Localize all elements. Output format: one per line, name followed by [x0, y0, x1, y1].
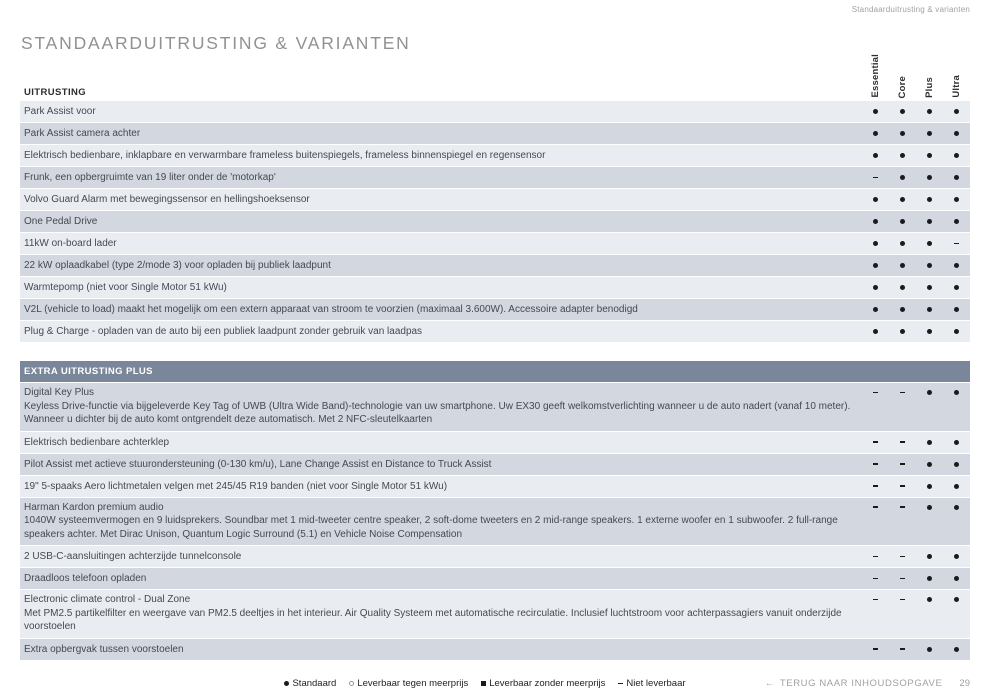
standard-dot-mark — [943, 211, 970, 232]
row-title: Draadloos telefoon opladen — [24, 573, 147, 584]
column-label-text: Plus — [924, 77, 935, 98]
row-availability-marks — [862, 590, 970, 609]
dot-icon — [927, 390, 932, 395]
row-text — [20, 454, 862, 475]
dot-icon — [954, 131, 959, 136]
row-availability-marks — [862, 299, 970, 320]
standard-dot-mark — [889, 277, 916, 298]
dot-icon — [954, 554, 959, 559]
standard-dot-mark — [916, 476, 943, 497]
dash-icon — [900, 485, 905, 487]
table-row — [20, 568, 970, 589]
dot-icon — [900, 285, 905, 290]
dot-icon — [954, 109, 959, 114]
table-row — [20, 123, 970, 144]
dot-icon — [927, 440, 932, 445]
row-availability-marks — [862, 432, 970, 453]
dash-icon — [900, 648, 905, 650]
dot-icon — [927, 263, 932, 268]
row-text — [20, 189, 862, 210]
column-label-core — [889, 76, 916, 98]
back-link-label: TERUG NAAR INHOUDSOPGAVE — [779, 678, 943, 689]
row-availability-marks — [862, 255, 970, 276]
dot-icon — [927, 131, 932, 136]
dot-icon — [927, 505, 932, 510]
dot-icon — [927, 285, 932, 290]
row-availability-marks — [862, 123, 970, 144]
legend-item — [618, 678, 685, 689]
table-row — [20, 383, 970, 431]
row-availability-marks — [862, 321, 970, 342]
row-text — [20, 432, 862, 453]
row-title: Park Assist voor — [24, 106, 96, 117]
table-row — [20, 590, 970, 638]
row-text — [20, 255, 862, 276]
dash-icon — [873, 441, 878, 443]
standard-dot-mark — [889, 123, 916, 144]
dot-icon — [954, 153, 959, 158]
standard-dot-mark — [916, 299, 943, 320]
table-row — [20, 476, 970, 497]
standard-dot-mark — [862, 277, 889, 298]
dash-icon — [900, 578, 905, 580]
legend-item — [481, 678, 605, 689]
row-availability-marks — [862, 383, 970, 402]
row-text — [20, 299, 862, 320]
dot-icon — [954, 263, 959, 268]
standard-dot-mark — [943, 101, 970, 122]
standard-dot-mark — [889, 101, 916, 122]
row-availability-marks — [862, 101, 970, 122]
back-to-toc-link[interactable] — [765, 678, 970, 689]
dot-icon — [900, 131, 905, 136]
standard-dot-mark — [862, 321, 889, 342]
standard-dot-mark — [889, 189, 916, 210]
dash-icon — [954, 243, 959, 245]
dot-icon — [900, 175, 905, 180]
running-header: Standaarduitrusting & varianten — [851, 5, 970, 14]
not-available-dash-mark — [889, 568, 916, 589]
standard-dot-mark — [916, 167, 943, 188]
standard-equipment-section — [20, 101, 970, 342]
standard-dot-mark — [943, 145, 970, 166]
not-available-dash-mark — [862, 590, 889, 609]
row-title: 19" 5-spaaks Aero lichtmetalen velgen met 245/45 R19 banden (niet voor Single Motor 51 kWu) — [24, 480, 448, 492]
dot-icon — [954, 390, 959, 395]
standard-dot-mark — [862, 211, 889, 232]
column-label-plus — [916, 77, 943, 98]
dot-icon — [873, 131, 878, 136]
table-row — [20, 167, 970, 188]
dash-icon — [873, 485, 878, 487]
standard-dot-mark — [916, 498, 943, 517]
table-row — [20, 546, 970, 567]
dot-icon — [900, 109, 905, 114]
standard-dot-mark — [862, 189, 889, 210]
dash-icon — [618, 683, 623, 685]
standard-dot-mark — [943, 255, 970, 276]
dot-icon — [954, 505, 959, 510]
table-row — [20, 639, 970, 660]
dot-icon — [927, 597, 932, 602]
table-row — [20, 432, 970, 453]
row-description: Met PM2.5 partikelfilter en weergave van PM2.5 deeltjes in het interieur. Air Quality Systeem met automatische recirculatie. Inclusief luchtstroom voor achterpassagiers vanuit onderzijde voorstoelen — [24, 607, 842, 632]
not-available-dash-mark — [889, 383, 916, 402]
standard-dot-mark — [889, 255, 916, 276]
standard-dot-mark — [889, 299, 916, 320]
dot-icon — [927, 307, 932, 312]
row-availability-marks — [862, 167, 970, 188]
dot-icon — [954, 647, 959, 652]
dot-icon — [954, 285, 959, 290]
standard-dot-mark — [943, 546, 970, 567]
row-availability-marks — [862, 498, 970, 517]
dot-icon — [927, 554, 932, 559]
dot-icon — [927, 153, 932, 158]
dot-icon — [900, 241, 905, 246]
standard-dot-mark — [943, 639, 970, 660]
not-available-dash-mark — [889, 476, 916, 497]
dash-icon — [873, 578, 878, 580]
table-row — [20, 233, 970, 254]
standard-dot-mark — [943, 189, 970, 210]
standard-dot-mark — [943, 568, 970, 589]
dot-icon — [927, 462, 932, 467]
row-title: Warmtepomp (niet voor Single Motor 51 kWu) — [24, 282, 227, 293]
dot-icon — [873, 307, 878, 312]
dot-icon — [954, 597, 959, 602]
dot-icon — [900, 197, 905, 202]
standard-dot-mark — [889, 321, 916, 342]
standard-dot-mark — [916, 546, 943, 567]
not-available-dash-mark — [862, 639, 889, 660]
standard-dot-mark — [916, 454, 943, 475]
dot-icon — [954, 197, 959, 202]
dot-icon — [900, 263, 905, 268]
table-row — [20, 255, 970, 276]
dash-icon — [873, 392, 878, 394]
dot-icon — [927, 576, 932, 581]
row-title: V2L (vehicle to load) maakt het mogelijk om een extern apparaat van stroom te voorzien (maximaal 3.600W). Accessoire adapter benodigd — [24, 304, 638, 315]
standard-dot-mark — [943, 432, 970, 453]
standard-dot-mark — [916, 277, 943, 298]
standard-dot-mark — [862, 101, 889, 122]
standard-dot-mark — [889, 145, 916, 166]
column-label-text: Essential — [870, 54, 881, 98]
dash-icon — [900, 556, 905, 558]
standard-dot-mark — [916, 590, 943, 609]
column-label-text: Core — [897, 75, 908, 98]
dot-icon — [954, 219, 959, 224]
row-title: Digital Key Plus — [24, 387, 95, 398]
dot-icon — [954, 462, 959, 467]
standard-dot-mark — [916, 568, 943, 589]
standard-dot-mark — [862, 123, 889, 144]
row-text — [20, 233, 862, 254]
standard-dot-mark — [943, 476, 970, 497]
page-title: STANDAARDUITRUSTING & VARIANTEN — [21, 33, 411, 53]
not-available-dash-mark — [889, 454, 916, 475]
dot-icon — [954, 576, 959, 581]
standard-dot-mark — [943, 321, 970, 342]
standard-dot-mark — [862, 233, 889, 254]
row-text — [20, 145, 862, 166]
row-text — [20, 546, 862, 567]
column-label-essential — [862, 54, 889, 98]
not-available-dash-mark — [862, 546, 889, 567]
row-availability-marks — [862, 454, 970, 475]
dash-icon — [873, 506, 878, 508]
row-title: Elektrisch bedienbare achterklep — [24, 436, 170, 448]
dot-icon — [284, 681, 289, 686]
legend-item — [349, 678, 468, 689]
row-availability-marks — [862, 476, 970, 497]
footer — [0, 678, 970, 692]
table-head — [20, 55, 970, 101]
standard-dot-mark — [916, 211, 943, 232]
circle-icon — [349, 681, 354, 686]
row-title: Electronic climate control - Dual Zone — [24, 594, 191, 605]
row-text — [20, 123, 862, 144]
dash-icon — [873, 556, 878, 558]
row-text — [20, 476, 862, 497]
row-availability-marks — [862, 211, 970, 232]
standard-dot-mark — [943, 167, 970, 188]
equipment-table — [20, 55, 970, 661]
dot-icon — [873, 153, 878, 158]
table-row — [20, 299, 970, 320]
standard-dot-mark — [916, 101, 943, 122]
row-description: 1040W systeemvermogen en 9 luidsprekers. Soundbar met 1 mid-tweeter centre speaker, 2 soft-dome tweeters en 2 mid-range speakers. 1 externe woofer en 1 subwoofer. 2 full-range speakers achter. Met Dirac Unison, Quantum Logic Surround (5.1) en Vehicle Noise Compensation — [24, 515, 838, 540]
row-title: Plug & Charge - opladen van de auto bij een publiek laadpunt zonder gebruik van laadpas — [24, 326, 423, 337]
not-available-dash-mark — [862, 454, 889, 475]
dot-icon — [927, 109, 932, 114]
table-row — [20, 498, 970, 546]
column-label-text: Ultra — [951, 75, 962, 98]
standard-dot-mark — [916, 145, 943, 166]
row-title: 22 kW oplaadkabel (type 2/mode 3) voor opladen bij publiek laadpunt — [24, 260, 331, 271]
standard-dot-mark — [943, 454, 970, 475]
table-row — [20, 211, 970, 232]
section-header: EXTRA UITRUSTING PLUS — [20, 361, 970, 382]
not-available-dash-mark — [889, 590, 916, 609]
table-row — [20, 145, 970, 166]
row-availability-marks — [862, 568, 970, 589]
standard-dot-mark — [943, 498, 970, 517]
dash-icon — [900, 506, 905, 508]
dash-icon — [900, 392, 905, 394]
row-title: One Pedal Drive — [24, 216, 98, 227]
row-text — [20, 211, 862, 232]
table-row — [20, 101, 970, 122]
row-title: Elektrisch bedienbare, inklapbare en verwarmbare frameless buitenspiegels, frameless binnenspiegel en regensensor — [24, 150, 546, 161]
dot-icon — [927, 647, 932, 652]
dot-icon — [873, 197, 878, 202]
legend-item — [284, 678, 336, 689]
standard-dot-mark — [916, 189, 943, 210]
standard-dot-mark — [916, 432, 943, 453]
dash-icon — [873, 463, 878, 465]
row-availability-marks — [862, 189, 970, 210]
standard-dot-mark — [862, 255, 889, 276]
dot-icon — [873, 109, 878, 114]
dot-icon — [873, 219, 878, 224]
not-available-dash-mark — [943, 233, 970, 254]
table-row — [20, 321, 970, 342]
standard-dot-mark — [916, 639, 943, 660]
dot-icon — [954, 307, 959, 312]
row-text — [20, 498, 862, 546]
row-text — [20, 383, 862, 431]
standard-dot-mark — [943, 277, 970, 298]
table-row — [20, 277, 970, 298]
left-arrow-icon: ← — [764, 678, 775, 689]
dot-icon — [954, 484, 959, 489]
dot-icon — [873, 263, 878, 268]
not-available-dash-mark — [862, 167, 889, 188]
row-title: Park Assist camera achter — [24, 128, 141, 139]
dash-icon — [873, 599, 878, 601]
standard-dot-mark — [916, 383, 943, 402]
not-available-dash-mark — [889, 639, 916, 660]
standard-dot-mark — [862, 299, 889, 320]
row-description: Keyless Drive-functie via bijgeleverde Key Tag of UWB (Ultra Wide Band)-technologie van uw smartphone. Uw EX30 geeft welkomstverlichting wanneer u de auto nadert (vanaf 10 meter). Wanneer u dichter bij de auto komt ontgrendelt deze automatisch. Met 2 NFC-sleutelkaarten — [24, 400, 851, 425]
standard-dot-mark — [889, 167, 916, 188]
row-text — [20, 590, 862, 638]
standard-dot-mark — [916, 321, 943, 342]
row-text — [20, 101, 862, 122]
legend-label: Standaard — [292, 678, 337, 689]
row-availability-marks — [862, 277, 970, 298]
dot-icon — [927, 329, 932, 334]
table-row — [20, 189, 970, 210]
dot-icon — [900, 307, 905, 312]
not-available-dash-mark — [862, 568, 889, 589]
standard-dot-mark — [943, 590, 970, 609]
row-title: Frunk, een opbergruimte van 19 liter onder de 'motorkap' — [24, 172, 276, 183]
not-available-dash-mark — [862, 383, 889, 402]
row-availability-marks — [862, 639, 970, 660]
dash-icon — [873, 648, 878, 650]
standard-dot-mark — [916, 123, 943, 144]
square-icon — [481, 681, 486, 686]
standard-dot-mark — [916, 233, 943, 254]
dot-icon — [927, 197, 932, 202]
row-title: Harman Kardon premium audio — [24, 501, 164, 513]
standard-dot-mark — [889, 211, 916, 232]
dot-icon — [927, 241, 932, 246]
row-title: 11kW on-board lader — [24, 238, 117, 249]
extra-equipment-rows — [20, 383, 970, 660]
not-available-dash-mark — [862, 476, 889, 497]
standard-dot-mark — [943, 383, 970, 402]
dash-icon — [900, 599, 905, 601]
not-available-dash-mark — [889, 546, 916, 567]
dash-icon — [900, 441, 905, 443]
page-number: 29 — [959, 678, 970, 689]
dot-icon — [927, 175, 932, 180]
row-text — [20, 639, 862, 660]
dot-icon — [900, 219, 905, 224]
row-text — [20, 277, 862, 298]
dot-icon — [954, 329, 959, 334]
standard-dot-mark — [943, 123, 970, 144]
legend-label: Leverbaar tegen meerprijs — [357, 678, 469, 689]
trim-column-labels — [862, 54, 970, 98]
dot-icon — [954, 440, 959, 445]
table-heading: UITRUSTING — [24, 87, 87, 98]
row-availability-marks — [862, 546, 970, 567]
column-label-ultra — [943, 75, 970, 98]
standard-dot-mark — [862, 145, 889, 166]
row-text — [20, 167, 862, 188]
not-available-dash-mark — [889, 498, 916, 517]
not-available-dash-mark — [862, 432, 889, 453]
row-title: 2 USB-C-aansluitingen achterzijde tunnelconsole — [24, 551, 242, 562]
dot-icon — [927, 484, 932, 489]
dot-icon — [900, 329, 905, 334]
row-availability-marks — [862, 233, 970, 254]
dot-icon — [873, 285, 878, 290]
extra-equipment-plus-section — [20, 361, 970, 660]
dash-icon — [900, 463, 905, 465]
standard-dot-mark — [916, 255, 943, 276]
row-title: Volvo Guard Alarm met bewegingssensor en hellingshoeksensor — [24, 194, 310, 205]
not-available-dash-mark — [862, 498, 889, 517]
legend-label: Niet leverbaar — [626, 678, 686, 689]
legend-label: Leverbaar zonder meerprijs — [489, 678, 606, 689]
row-title: Pilot Assist met actieve stuurondersteuning (0-130 km/u), Lane Change Assist en Distance to Truck Assist — [24, 458, 492, 470]
standard-dot-mark — [943, 299, 970, 320]
row-availability-marks — [862, 145, 970, 166]
row-text — [20, 321, 862, 342]
row-text — [20, 568, 862, 589]
row-title: Extra opbergvak tussen voorstoelen — [24, 643, 184, 655]
dash-icon — [873, 177, 878, 179]
dot-icon — [873, 241, 878, 246]
standard-dot-mark — [889, 233, 916, 254]
table-row — [20, 454, 970, 475]
dot-icon — [873, 329, 878, 334]
dot-icon — [927, 219, 932, 224]
dot-icon — [954, 175, 959, 180]
dot-icon — [900, 153, 905, 158]
not-available-dash-mark — [889, 432, 916, 453]
